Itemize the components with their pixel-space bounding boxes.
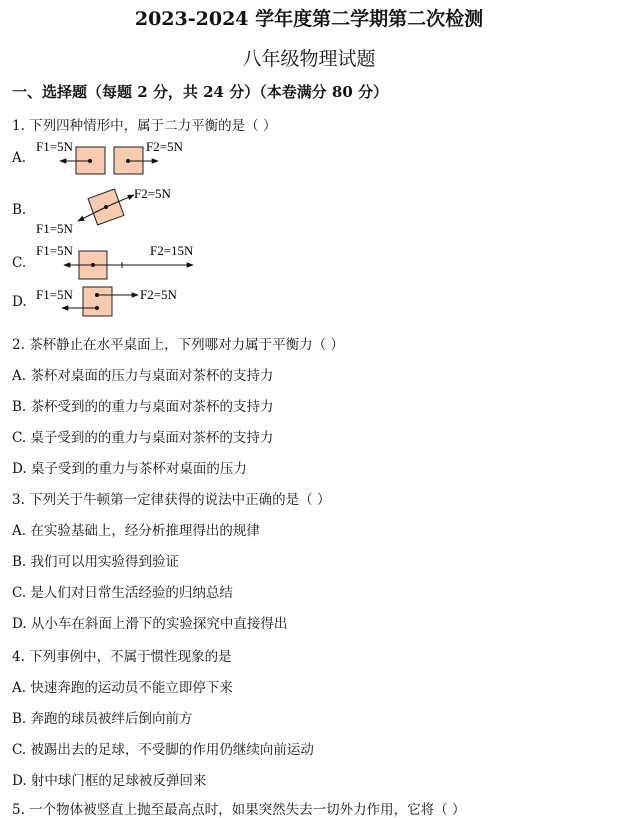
- q4-option-d: D. 射中球门框的足球被反弹回来: [12, 773, 207, 789]
- q3-option-c: C. 是人们对日常生活经验的归纳总结: [12, 585, 233, 601]
- figure-b: [36, 186, 172, 236]
- figure-d: [36, 287, 178, 316]
- q1-stem: 1. 下列四种情形中，属于二力平衡的是（ ）: [12, 118, 277, 134]
- figure-c: [36, 243, 194, 279]
- q1-option-d-label: D.: [12, 294, 27, 310]
- exam-subtitle: 八年级物理试题: [242, 48, 376, 70]
- q4-option-b: B. 奔跑的球员被绊后倒向前方: [12, 711, 193, 727]
- fig-b-f1-label: F1=5N: [36, 221, 73, 236]
- q3-stem: 3. 下列关于牛顿第一定律获得的说法中正确的是（ ）: [12, 492, 331, 508]
- q1-option-c-label: C.: [12, 255, 27, 271]
- q2-option-c: C. 桌子受到的的重力与桌面对茶杯的支持力: [12, 430, 274, 446]
- fig-c-f1-label: F1=5N: [36, 243, 73, 258]
- q2-option-a: A. 茶杯对桌面的压力与桌面对茶杯的支持力: [12, 368, 274, 384]
- fig-a-f1-label: F1=5N: [36, 139, 73, 154]
- q4-option-a: A. 快速奔跑的运动员不能立即停下来: [12, 680, 233, 696]
- fig-d-block: [83, 287, 112, 316]
- q3-option-b: B. 我们可以用实验得到验证: [12, 554, 180, 570]
- section-heading: 一、选择题（每题 2 分，共 24 分）（本卷满分 80 分）: [12, 83, 389, 101]
- fig-b-f2-label: F2=5N: [134, 186, 171, 201]
- fig-d-f1-label: F1=5N: [36, 287, 73, 302]
- q1-option-b-label: B.: [12, 202, 27, 218]
- q1-force-diagrams: [0, 135, 260, 320]
- q3-option-d: D. 从小车在斜面上滑下的实验探究中直接得出: [12, 616, 288, 632]
- q3-option-a: A. 在实验基础上，经分析推理得出的规律: [12, 523, 260, 539]
- q4-stem: 4. 下列事例中，不属于惯性现象的是: [12, 649, 232, 665]
- fig-d-f2-label: F2=5N: [140, 287, 177, 302]
- fig-a-f2-label: F2=5N: [146, 139, 183, 154]
- q4-option-c: C. 被踢出去的足球，不受脚的作用仍继续向前运动: [12, 742, 314, 758]
- q2-stem: 2. 茶杯静止在水平桌面上，下列哪对力属于平衡力（ ）: [12, 337, 344, 353]
- q5-stem: 5. 一个物体被竖直上抛至最高点时，如果突然失去一切外力作用，它将（ ）: [12, 802, 466, 818]
- q1-option-a-label: A.: [12, 150, 27, 166]
- q2-option-d: D. 桌子受到的重力与茶杯对桌面的压力: [12, 461, 247, 477]
- exam-title: 2023-2024 学年度第二学期第二次检测: [134, 8, 484, 30]
- q2-option-b: B. 茶杯受到的的重力与桌面对茶杯的支持力: [12, 399, 274, 415]
- figure-a: [36, 139, 184, 174]
- fig-c-f2-label: F2=15N: [150, 243, 194, 258]
